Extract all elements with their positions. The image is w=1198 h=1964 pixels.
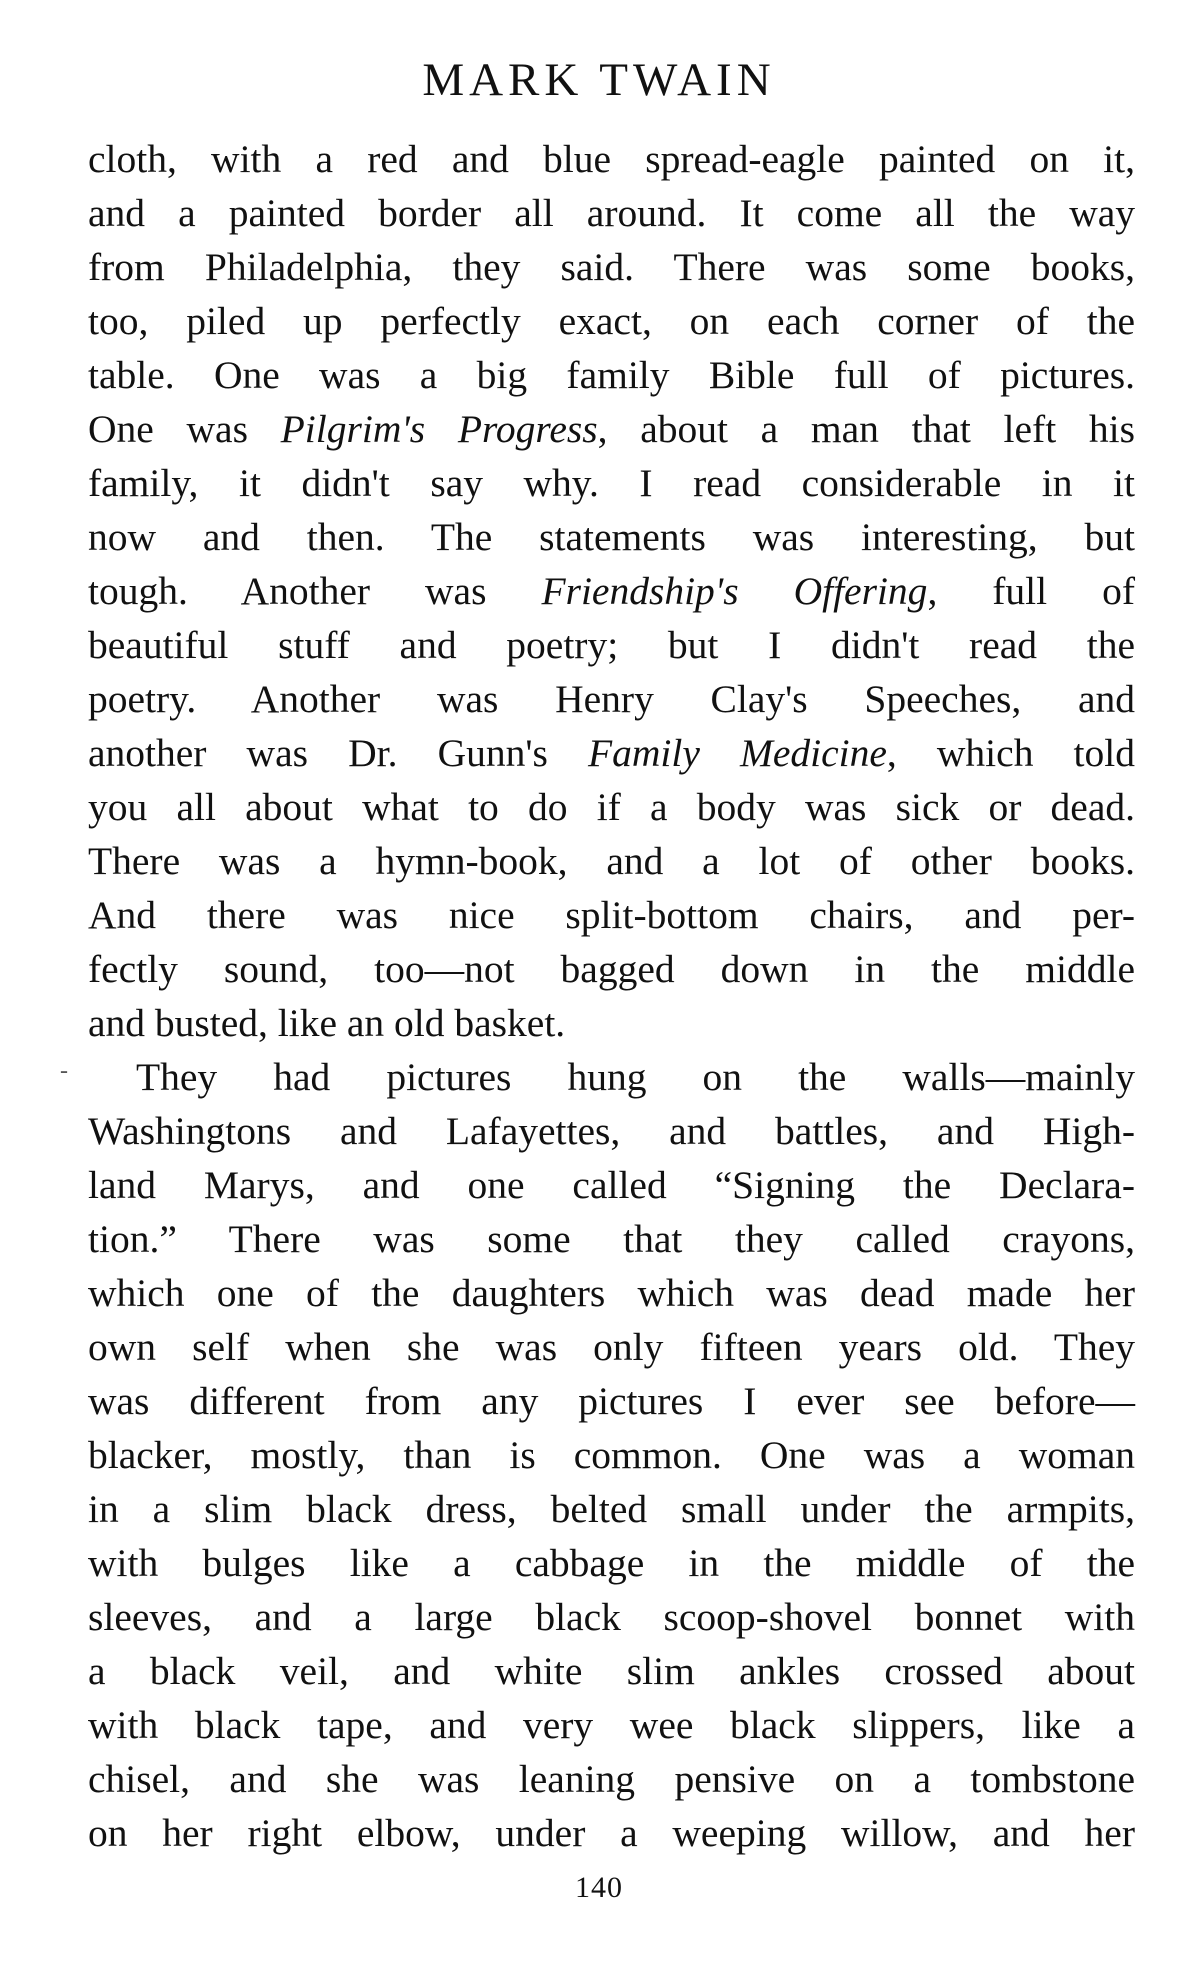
- text-segment: tough. Another was: [88, 569, 542, 613]
- text-line: [88, 618, 1135, 672]
- text-segment: poetry. Another was Henry Clay's Speeches, and: [88, 677, 1135, 721]
- text-segment: now and then. The statements was interesting, but: [88, 515, 1135, 559]
- text-line: [88, 1752, 1135, 1806]
- text-segment: sleeves, and a large black scoop-shovel bonnet with: [88, 1595, 1135, 1639]
- text-line: [88, 1806, 1135, 1860]
- text-line: [88, 1104, 1135, 1158]
- text-segment: with bulges like a cabbage in the middle of the: [88, 1541, 1135, 1585]
- italic-title: Friendship's Offering: [541, 569, 928, 613]
- text-segment: , about a man that left his: [597, 407, 1135, 451]
- text-line: [88, 294, 1135, 348]
- text-line: [88, 834, 1135, 888]
- text-line: [88, 1644, 1135, 1698]
- text-segment: and busted, like an old basket.: [88, 1001, 566, 1045]
- text-line: [88, 1590, 1135, 1644]
- text-segment: on her right elbow, under a weeping willow, and her: [88, 1811, 1135, 1855]
- text-segment: tion.” There was some that they called crayons,: [88, 1217, 1135, 1261]
- text-line: [88, 1482, 1135, 1536]
- text-segment: family, it didn't say why. I read considerable in it: [88, 461, 1135, 505]
- text-segment: from Philadelphia, they said. There was some books,: [88, 245, 1135, 289]
- text-segment: There was a hymn-book, and a lot of other books.: [88, 839, 1135, 883]
- text-line: [88, 1266, 1135, 1320]
- text-line: [88, 510, 1135, 564]
- text-segment: in a slim black dress, belted small under the armpits,: [88, 1487, 1135, 1531]
- text-segment: chisel, and she was leaning pensive on a tombstone: [88, 1757, 1135, 1801]
- text-segment: And there was nice split-bottom chairs, and per-: [88, 893, 1135, 937]
- text-line: [88, 564, 1135, 618]
- text-line: [88, 942, 1135, 996]
- text-segment: another was Dr. Gunn's: [88, 731, 588, 775]
- text-line: [88, 402, 1135, 456]
- text-line: [88, 888, 1135, 942]
- text-line: [88, 780, 1135, 834]
- text-line: [88, 996, 1135, 1050]
- text-line: [88, 1698, 1135, 1752]
- text-line: [88, 1374, 1135, 1428]
- text-segment: , full of: [927, 569, 1135, 613]
- text-segment: was different from any pictures I ever see before—: [88, 1379, 1135, 1423]
- text-segment: fectly sound, too—not bagged down in the middle: [88, 947, 1135, 991]
- text-segment: with black tape, and very wee black slippers, like a: [88, 1703, 1135, 1747]
- text-line: [88, 1212, 1135, 1266]
- text-segment: too, piled up perfectly exact, on each corner of the: [88, 299, 1135, 343]
- margin-mark: -: [60, 1058, 68, 1084]
- text-segment: They had pictures hung on the walls—mainly: [136, 1055, 1135, 1099]
- text-segment: cloth, with a red and blue spread-eagle painted on it,: [88, 137, 1135, 181]
- italic-title: Family Medicine: [587, 731, 887, 775]
- text-segment: beautiful stuff and poetry; but I didn't read the: [88, 623, 1135, 667]
- text-line: [88, 240, 1135, 294]
- text-segment: and a painted border all around. It come all the way: [88, 191, 1135, 235]
- text-line: [88, 1320, 1135, 1374]
- text-segment: table. One was a big family Bible full of pictures.: [88, 353, 1135, 397]
- text-line: [88, 726, 1135, 780]
- text-line: [88, 186, 1135, 240]
- text-line: [88, 1158, 1135, 1212]
- text-segment: , which told: [886, 731, 1136, 775]
- text-line: [88, 1050, 1135, 1104]
- text-segment: you all about what to do if a body was sick or dead.: [88, 785, 1135, 829]
- text-segment: One was: [88, 407, 281, 451]
- text-line: [88, 1428, 1135, 1482]
- text-segment: Washingtons and Lafayettes, and battles, and High-: [88, 1109, 1135, 1153]
- text-segment: own self when she was only fifteen years old. They: [88, 1325, 1135, 1369]
- text-line: [88, 132, 1135, 186]
- text-line: [88, 672, 1135, 726]
- page-number: 140: [575, 1871, 623, 1904]
- text-segment: land Marys, and one called “Signing the Declara-: [88, 1163, 1135, 1207]
- text-segment: blacker, mostly, than is common. One was a woman: [88, 1433, 1135, 1477]
- running-head: MARK TWAIN: [422, 54, 776, 106]
- text-line: [88, 456, 1135, 510]
- text-line: [88, 1536, 1135, 1590]
- italic-title: Pilgrim's Progress: [280, 407, 598, 451]
- text-line: [88, 348, 1135, 402]
- body-text: [88, 132, 1135, 1860]
- text-segment: which one of the daughters which was dead made her: [88, 1271, 1135, 1315]
- text-segment: a black veil, and white slim ankles crossed about: [88, 1649, 1135, 1693]
